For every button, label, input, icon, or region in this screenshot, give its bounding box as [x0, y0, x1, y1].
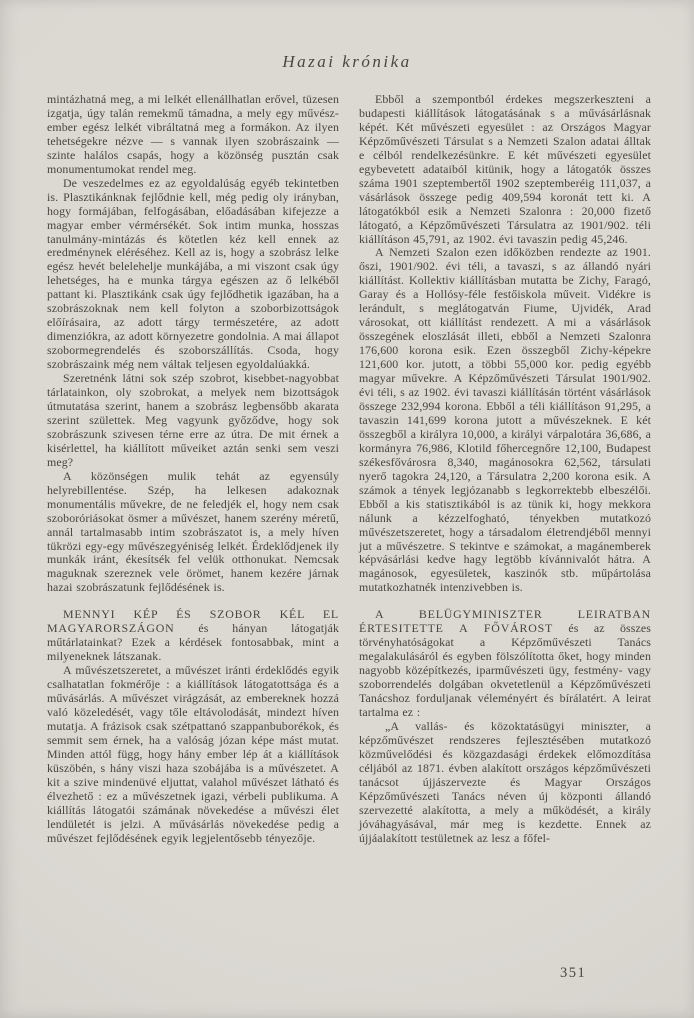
left-column [47, 93, 339, 846]
right-column [359, 93, 651, 846]
page-number: 351 [560, 965, 587, 981]
paragraph: A közönségen mulik tehát az egyensúly helyrebillentése. Szép, ha lelkesen adakoznak monumentális művekre, de ne feledjék el, hogy nem csak szoboróriásokat ösmer a művészet, hanem szerény méretű, annál tartalmasabb intim szobrászatot is, a mely híven tükrözi egy-egy művészegyéniség lelkét. Érdeklődjenek ily munkák iránt, ékesítsék fel velük otthonukat. Nemcsak maguknak szereznek vele örömet, hanem kezére járnak hazai szobrászatunk fejlődésének is. [47, 468, 339, 595]
paragraph: Ebből a szempontból érdekes megszerkeszteni a budapesti kiállítások látogatásának s a művásárlásnak képét. Két művészeti egyesület : az Országos Magyar Képzőművészeti Társulat s a Nemzeti Szalon adatai álltak e célból rendelkezésünkre. E két művészeti egyesület egybevetett adataiból kitünik, hogy a látogatók összes száma 1901 szeptembertől 1902 szeptemberéig 111,037, a vásárlások összege pedig 409,594 koronát tett ki. A látogatókból esik a Nemzeti Szalonra : 20,000 fizető látogató, a Képzőművészeti Társulatra az 1901/902. téli kiállításon 45,791, az 1902. évi tavaszin pedig 45,246. [359, 92, 651, 246]
running-head-title: Hazai krónika [282, 52, 412, 71]
section-text: és az összes törvényhatóságokat a Képzőművészeti Tanács megalakulásáról és egyben fölszólította őket, hogy minden nagyobb középítkezés, iparművészeti ügy, festmény- vagy szoborrendelés dolgában okvetetlenül a Képzőművészeti Tanácshoz forduljanak véleményért és bírálatért. A leirat tartalma ez : [359, 621, 651, 719]
section-paragraph [359, 608, 651, 720]
paragraph: Szeretnénk látni sok szép szobrot, kisebbet-nagyobbat tárlatainkon, oly szobrokat, a melyek nem bizottságok útmutatása szerint, hanem a szobrász legbensőbb akarata szerint születtek. Meg vagyunk győződve, hogy sok szobrászunk szivesen térne erre az útra. De mit érnek a kisérlettel, ha kiállított műveiket aztán senki sem veszi meg? [47, 371, 339, 469]
section-text: és hányan látogatják műtárlatainkat? Ezek a kérdések fontosabbak, mint a milyeneknek látszanak. [47, 621, 339, 664]
section-lead: A BELÜGYMINISZTER LEIRATBAN ÉRTESITETTE A FŐVÁROST [359, 607, 651, 636]
paragraph: A művészetszeretet, a művészet iránti érdeklődés egyik csalhatatlan fokmérője : a kiállítások látogatottsága és a művásárlás. A művészet virágzását, az embereknek hozzá való közeledését, vagy tőle eltávolodását, mindezt híven mutatja. A frázisok csak szétpattanó szappanbuborékok, és semmit sem érnek, ha a valóság józan képe mást mutat. Minden attól függ, hogy hány ember lép át a kiállítások küszöbén, s hány viszi haza szobájába is a művészetet. A kit a szive mindenüvé eljuttat, valahol művészet látható és élvezhető : ez a művészetnek igazi, vérbeli publikuma. A kiállítás látogatói számának növekedése a művészi élet lendületét is jelzi. A művásárlás növekedése pedig a művészet fejlődésének egyik legjelentősebb tényezője. [47, 663, 339, 845]
paragraph: mintázhatná meg, a mi lelkét ellenállhatlan erővel, tüzesen izgatja, úgy talán remekmű támadna, a mely egy művész-ember egész lelkét vibráltatná meg a formákon. Az ilyen tehetségekre nézve — s vannak ilyen szobrászaink — szinte halálos csapás, hogy a közönség pusztán csak monumentumokat rendel meg. [47, 92, 339, 176]
paragraph: De veszedelmes ez az egyoldalúság egyéb tekintetben is. Plasztikánknak fejlődnie kell, még pedig oly irányban, hogy formájában, felfogásában, előadásában kifejezze a magyar ember vérmérsékét. Sok intim munka, hosszas tanulmány-mintázás és kötetlen kéz kell ennek az eredménynek eléréséhez. Kell az is, hogy a szobrász lelke egész hevét belelehelje munkájába, a mi viszont csak úgy lehetséges, ha e munka tárgya egészen az ő lelkéből pattant ki. Plasztikánk csak úgy fejlődhetik igazában, ha a szobrászoknak nem kell folyton a szoborbizottságok előírásaira, az adott tárgy természetére, az adott dimenziókra, az adott környezetre gondolnia. A mai állapot szobormegrendelés és szoborszállítás. Csoda, hogy szobrászaink még nem váltak teljesen egyoldalúakká. [47, 175, 339, 372]
quoted-paragraph: „A vallás- és közoktatásügyi miniszter, a képzőművészet rendszeres fejlesztésében mutatkozó közművelődési és közgazdasági érdekek előmozdítása céljából az 1871. évben alakított országos képzőművészeti tanácsot újjászervezte és Magyar Országos Képzőművészeti Tanács néven új központi állandó szervezetté alakította, a mely a működését, a király jóváhagyásával, már meg is kezdette. Ennek az újjáalakított testületnek az lesz a főfel- [359, 718, 651, 845]
paragraph: A Nemzeti Szalon ezen időközben rendezte az 1901. őszi, 1901/902. évi téli, a tavaszi, s az állandó nyári kiállítást. Kollektiv kiállításban mutatta be Zichy, Faragó, Garay és a Hollósy-féle festőiskola műveit. Vidékre is lerándult, s meglátogatván Fiume, Ujvidék, Arad városokat, ott kiállítást rendezett. A mi a vásárlások összegének eloszlását illeti, ebből a Nemzeti Szalonra 176,600 korona esik. Ezen összegből Zichy-képekre 121,600 kor. jutott, a többi 55,000 kor. pedig egyébb magyar művekre. A Képzőművészeti Társulat 1901/902. évi téli, s az 1902. évi tavaszi kiállításán történt vásárlások összege 232,994 korona. Ebből a téli kiállításon 91,295, a tavaszin 141,699 korona jutott a művészeknek. E két összegből a királyra 10,000, a királyi várpalotára 36,686, a kormányra 76,986, Klotild főhercegnőre 12,100, Budapest székesfővárosra 8,340, magánosokra 62,562, társulati nyerő tagokra 24,120, a Társulatra 2,200 korona esik. A számok a tények legjózanabb s legkorrektebb elbeszélői. Ebből a kis statisztikából is az tünik ki, hogy mekkora nálunk a kézzelfogható, tényekben mutatkozó művészetszeretet, hogy a társadalom életrendjéből mennyi jut a művészetre. S tekintve e számokat, a magánemberek képvásárlási kedve hagy legtöbb kívánnivalót hátra. A magánosok, egyesületek, kaszinók stb. műpártolása mutatkozhatnék intenzivebben is. [359, 245, 651, 595]
section-lead: MENNYI KÉP ÉS SZOBOR KÉL EL MAGYARORSZÁGON [47, 607, 339, 636]
section-paragraph [47, 608, 339, 664]
